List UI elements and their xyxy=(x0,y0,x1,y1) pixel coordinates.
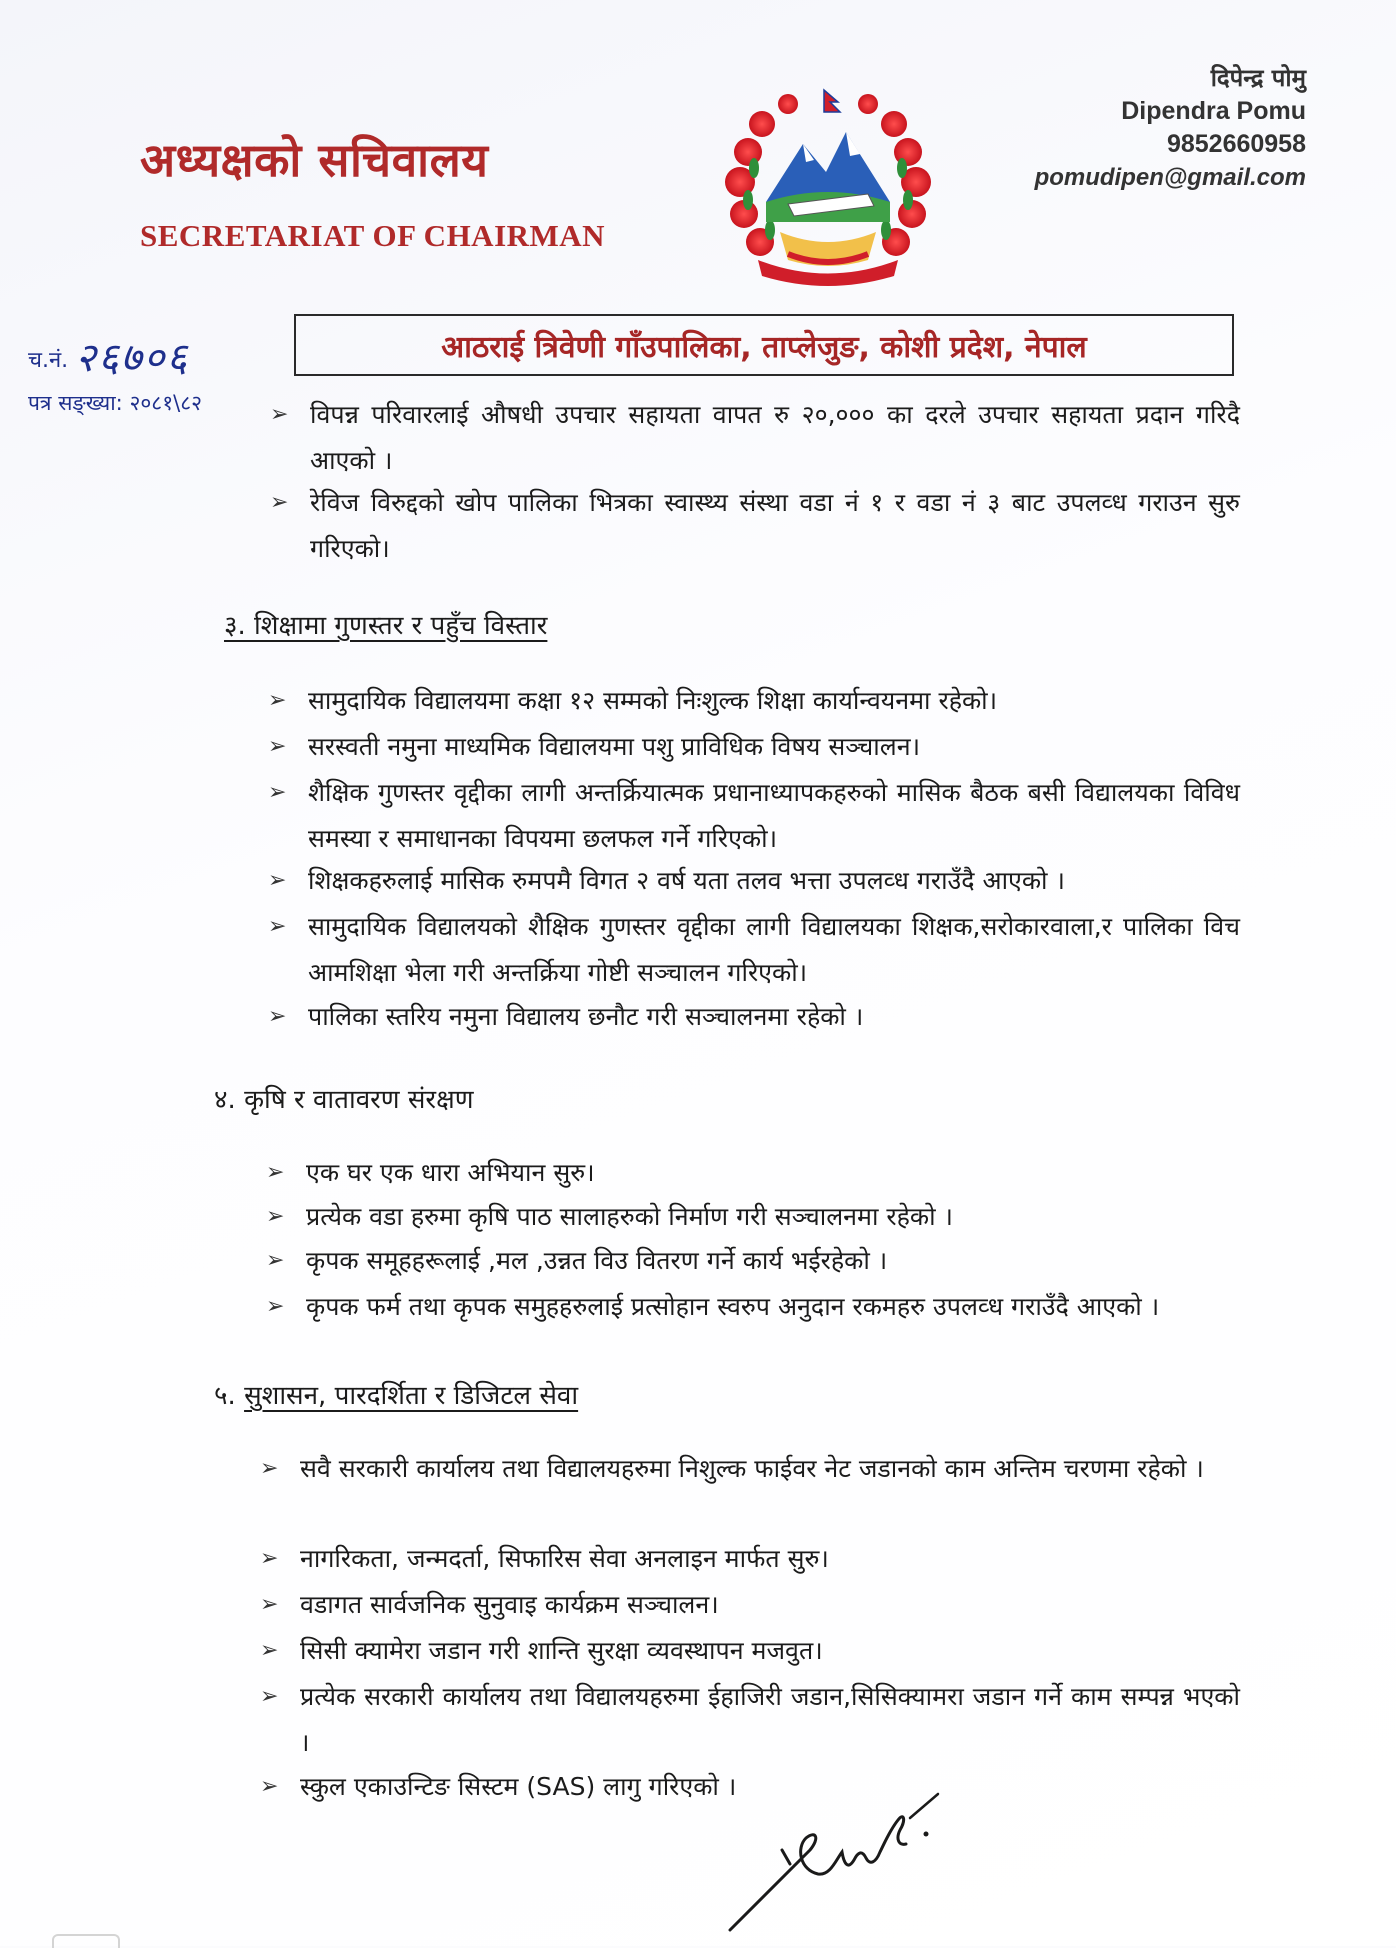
nepal-government-emblem-icon xyxy=(718,82,938,294)
bullet-arrow-icon: ➢ xyxy=(260,1638,279,1663)
dispatch-number: २६७०६ xyxy=(75,335,190,381)
list-item: ➢ स्कुल एकाउन्टिङ सिस्टम (SAS) लागु गरिएको । xyxy=(300,1764,1240,1810)
secretariat-title-english: SECRETARIAT OF CHAIRMAN xyxy=(140,218,606,253)
list-item: ➢ कृपक फर्म तथा कृपक समुहहरुलाई प्रत्सोहान स्वरुप अनुदान रकमहरु उपलव्ध गराउँदै आएको । xyxy=(306,1284,1240,1330)
letter-number: २०८१\८२ xyxy=(129,391,203,415)
bullet-arrow-icon: ➢ xyxy=(268,734,287,759)
list-item: ➢ सवै सरकारी कार्यालय तथा विद्यालयहरुमा निशुल्क फाईवर नेट जडानको काम अन्तिम चरणमा रहेको । xyxy=(300,1446,1240,1492)
letter-number-row xyxy=(28,389,202,417)
list-item: ➢ रेविज विरुद्दको खोप पालिका भित्रका स्वास्थ्य संस्था वडा नं १ र वडा नं ३ बाट उपलव्ध गराउन सुरु गरिएको। xyxy=(310,480,1240,572)
list-item: ➢ सिसी क्यामेरा जडान गरी शान्ति सुरक्षा व्यवस्थापन मजवुत। xyxy=(300,1628,1240,1674)
bullet-arrow-icon: ➢ xyxy=(260,1684,279,1709)
bullet-arrow-icon: ➢ xyxy=(268,868,287,893)
list-item: ➢ सामुदायिक विद्यालयमा कक्षा १२ सम्मको निःशुल्क शिक्षा कार्यान्वयनमा रहेको। xyxy=(308,678,1240,724)
list-item: ➢ विपन्न परिवारलाई औषधी उपचार सहायता वापत रु २०,००० का दरले उपचार सहायता प्रदान गरिदै आएको । xyxy=(310,392,1240,484)
list-item: ➢ सरस्वती नमुना माध्यमिक विद्यालयमा पशु प्राविधिक विषय सञ्चालन। xyxy=(308,724,1240,770)
list-item: ➢ कृपक समूहहरूलाई ,मल ,उन्नत विउ वितरण गर्ने कार्य भईरहेको । xyxy=(306,1238,1240,1284)
contact-block xyxy=(1035,62,1306,194)
bullet-arrow-icon: ➢ xyxy=(260,1774,279,1799)
bullet-arrow-icon: ➢ xyxy=(268,780,287,805)
section-heading-agriculture: ४. कृषि र वातावरण संरक्षण xyxy=(214,1085,474,1115)
list-item: ➢ प्रत्येक वडा हरुमा कृषि पाठ सालाहरुको निर्माण गरी सञ्चालनमा रहेको । xyxy=(306,1194,1240,1240)
bullet-arrow-icon: ➢ xyxy=(260,1592,279,1617)
bullet-arrow-icon: ➢ xyxy=(268,688,287,713)
bullet-arrow-icon: ➢ xyxy=(260,1546,279,1571)
section-heading-governance: ५. सुशासन, पारदर्शिता र डिजिटल सेवा xyxy=(214,1381,579,1411)
bullet-arrow-icon: ➢ xyxy=(270,490,289,515)
bullet-arrow-icon: ➢ xyxy=(268,914,287,939)
contact-email: pomudipen@gmail.com xyxy=(1034,164,1306,191)
section-heading-education: ३. शिक्षामा गुणस्तर र पहुँच विस्तार xyxy=(224,611,548,641)
letter-label: पत्र सङ्ख्या: xyxy=(28,391,123,415)
bullet-arrow-icon: ➢ xyxy=(266,1248,285,1273)
dispatch-label: च.नं. xyxy=(28,348,69,373)
list-item: ➢ प्रत्येक सरकारी कार्यालय तथा विद्यालयहरुमा ईहाजिरी जडान,सिसिक्यामरा जडान गर्ने काम सम्पन्न भएको । xyxy=(300,1674,1240,1766)
bullet-arrow-icon: ➢ xyxy=(266,1160,285,1185)
bullet-arrow-icon: ➢ xyxy=(266,1294,285,1319)
secretariat-title-nepali: अध्यक्षको सचिवालय xyxy=(140,133,489,187)
bullet-arrow-icon: ➢ xyxy=(270,402,289,427)
reference-numbers xyxy=(28,328,202,417)
signature-icon xyxy=(720,1790,960,1940)
bullet-arrow-icon: ➢ xyxy=(260,1456,279,1481)
dispatch-number-row xyxy=(28,328,202,383)
contact-phone: 9852660958 xyxy=(1166,130,1306,158)
list-item: ➢ वडागत सार्वजनिक सुनुवाइ कार्यक्रम सञ्चालन। xyxy=(300,1582,1240,1628)
list-item: ➢ सामुदायिक विद्यालयको शैक्षिक गुणस्तर वृद्दीका लागी विद्यालयका शिक्षक,सरोकारवाला,र पालिका विच आमशिक्षा भेला गरी अन्तर्क्रिया गोष्टी सञ्चालन गरिएको। xyxy=(308,904,1240,996)
list-item: ➢ एक घर एक धारा अभियान सुरु। xyxy=(306,1150,1240,1196)
list-item: ➢ नागरिकता, जन्मदर्ता, सिफारिस सेवा अनलाइन मार्फत सुरु। xyxy=(300,1536,1240,1582)
bullet-arrow-icon: ➢ xyxy=(266,1204,285,1229)
list-item: ➢ शैक्षिक गुणस्तर वृद्दीका लागी अन्तर्क्रियात्मक प्रधानाध्यापकहरुको मासिक बैठक बसी विद्यालयका विविध समस्या र समाधानका विपयमा छलफल गर्ने गरिएको। xyxy=(308,770,1240,862)
municipality-name-box: आठराई त्रिवेणी गाँउपालिका, ताप्लेजुङ, कोशी प्रदेश, नेपाल xyxy=(294,314,1234,376)
contact-name-nepali: दिपेन्द्र पोमु xyxy=(1210,64,1306,92)
list-item: ➢ पालिका स्तरिय नमुना विद्यालय छनौट गरी सञ्चालनमा रहेको । xyxy=(308,994,1240,1040)
list-item: ➢ शिक्षकहरुलाई मासिक रुमपमै विगत २ वर्ष यता तलव भत्ता उपलव्ध गराउँदै आएको । xyxy=(308,858,1240,904)
bullet-arrow-icon: ➢ xyxy=(268,1004,287,1029)
contact-name-english: Dipendra Pomu xyxy=(1121,97,1306,125)
